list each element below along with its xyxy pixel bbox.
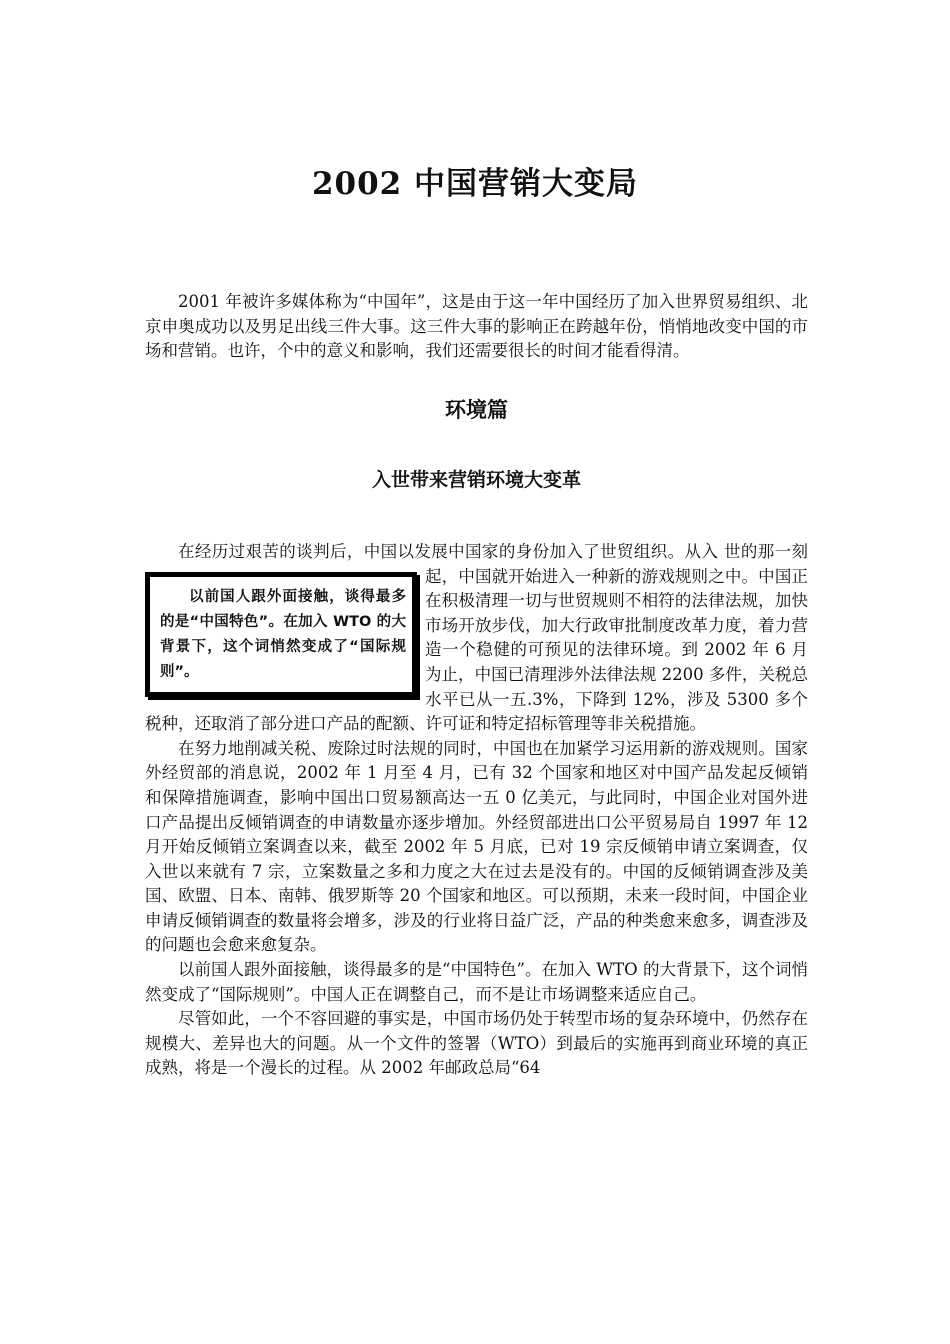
body-paragraph-1: [145, 540, 808, 737]
body-paragraph-2: 在努力地削减关税、废除过时法规的同时，中国也在加紧学习运用新的游戏规则。国家外经贸部的消息说，2002 年 1 月至 4 月，已有 32 个国家和地区对中国产品发起反倾销和保障措施调查，影响中国出口贸易额高达一五 0 亿美元，与此同时，中国企业对国外进口产品提出反倾销调查的申请数量亦逐步增加。外经贸部进出口公平贸易局自 1997 年 12 月开始反倾销立案调查以来，截至 2002 年 5 月底，已对 19 宗反倾销申请立案调查，仅入世以来就有 7 宗，立案数量之多和力度之大在过去是没有的。中国的反倾销调查涉及美国、欧盟、日本、南韩、俄罗斯等 20 个国家和地区。可以预期，未来一段时间，中国企业申请反倾销调查的数量将会增多，涉及的行业将日益广泛，产品的种类愈来愈多，调查涉及的问题也会愈来愈复杂。: [145, 738, 808, 955]
body-paragraph-3: 以前国人跟外面接触，谈得最多的是“中国特色”。在加入 WTO 的大背景下，这个词悄然变成了“国际规则”。中国人正在调整自己，而不是让市场调整来适应自己。: [145, 960, 808, 1004]
subsection-heading: 入世带来营销环境大变革: [371, 469, 581, 492]
body-paragraph-4: 尽管如此，一个不容回避的事实是，中国市场仍处于转型市场的复杂环境中，仍然存在规模大、差异也大的问题。从一个文件的签署（WTO）到最后的实施再到商业环境的真正成熟，将是一个漫长的过程。从 2002 年邮政总局“64: [145, 1009, 808, 1078]
section-heading: 环境篇: [445, 396, 508, 422]
pull-quote-box: 以前国人跟外面接触，谈得最多的是“中国特色”。在加入 WTO 的大背景下，这个词悄然变成了“国际规则”。: [145, 572, 417, 697]
document-body: [145, 290, 808, 1081]
intro-paragraph: 2001 年被许多媒体称为“中国年”，这是由于这一年中国经历了加入世界贸易组织、北京申奥成功以及男足出线三件大事。这三件大事的影响正在跨越年份，悄悄地改变中国的市场和营销。也许，个中的意义和影响，我们还需要很长的时间才能看得清。: [145, 292, 808, 361]
body-paragraph-1-lead: 在经历过艰苦的谈判后，中国以发展中国家的身份加入了世贸组织。从入: [178, 541, 719, 561]
document-title: 2002 中国营销大变局: [311, 166, 639, 202]
spacer: [145, 493, 808, 540]
body-paragraph-1-rest: 世的那一刻起，中国就开始进入一种新的游戏规则之中。中国正在积极清理一切与世贸规则不相符的法律法规，加快市场开放步伐，加大行政审批制度改革力度，着力营造一个稳健的可预见的法律环境。到 2002 年 6 月为止，中国已清理涉外法律法规 2200 多件，关税总水平已从一五.3%，下降到 12%，涉及 5300 多个税种，还取消了部分进口产品的配额、许可证和特定招标管理等非关税措施。: [145, 541, 809, 734]
